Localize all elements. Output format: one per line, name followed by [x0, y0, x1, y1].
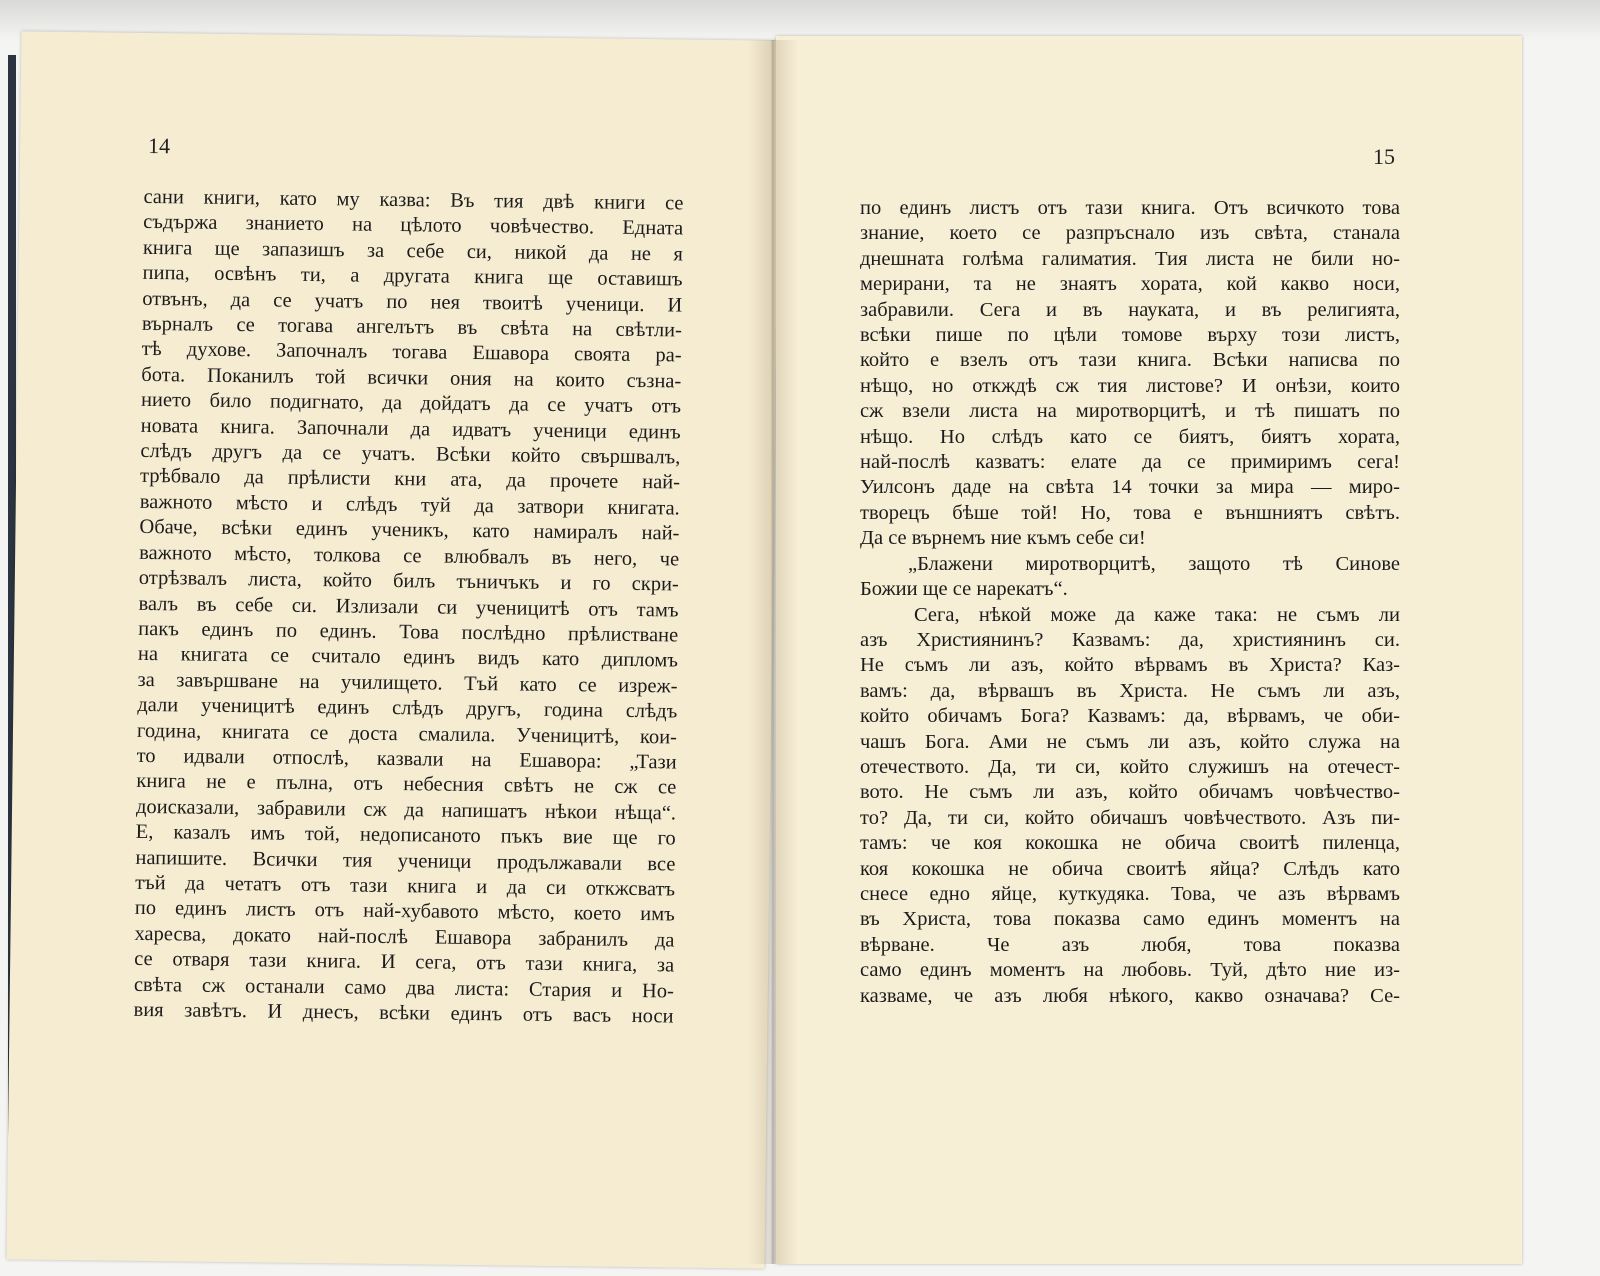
text-line: коя кокошка не обича своитѣ яйца? Слѣдъ като	[860, 857, 1400, 880]
quote-line: „Блажени миротворцитѣ, защото тѣ Синове	[908, 552, 1400, 575]
text-line: вия завѣтъ. И днесъ, всѣки единъ отъ васъ носи	[133, 998, 674, 1028]
text-line: валъ въ себе си. Излизали си ученицитѣ отъ тамъ	[138, 592, 679, 621]
text-line: то? Да, ти си, който обичашъ човѣчеството. Азъ пи-	[860, 806, 1400, 829]
text-line: вамъ: да, вѣрвашъ въ Христа. Не съмъ ли азъ,	[860, 679, 1400, 702]
text-line: който обичамъ Бога? Казвамъ: да, вѣрвамъ, че оби-	[860, 705, 1400, 728]
text-line: отвънъ, да се учатъ по нея твоитѣ ученици. И	[142, 287, 683, 317]
text-line: върналъ се тогава ангелътъ въ свѣта на свѣтли-	[141, 312, 683, 342]
text-line: само единъ моментъ на любовь. Туй, дѣто ние из-	[860, 959, 1400, 982]
text-line: дали ученицитѣ единъ слѣдъ другъ, година слѣдъ	[137, 694, 678, 723]
quote-line: Божии ще се нарекатъ“.	[860, 578, 1068, 601]
text-line: пакъ единъ по единъ. Това послѣдно прѣлистване	[138, 617, 679, 647]
text-line: най-послѣ казватъ: елате да се примиримъ сега!	[860, 451, 1400, 474]
text-line: година, книгата се доста смалила. Ученицитѣ, кои-	[136, 719, 678, 749]
text-line: отрѣзвалъ листа, който билъ тъничъкъ и го скри-	[138, 566, 679, 596]
text-line: книга ще запазишъ за себе си, никой да не я	[142, 236, 683, 266]
text-line: Да се върнемъ ние къмъ себе си!	[860, 527, 1146, 550]
text-line: който е взелъ отъ тази книга. Всѣки написва по	[860, 349, 1400, 372]
text-line: днешната голѣма галиматия. Тия листа не били но-	[860, 247, 1400, 270]
left-page	[7, 31, 780, 1268]
text-line: пипа, освѣнъ ти, а другата книга ще оставишъ	[142, 262, 683, 291]
text-line: доисказали, забравили сж да напишатъ нѣкои нѣща“.	[135, 795, 677, 825]
text-line: новата книга. Започнали да идватъ ученици единъ	[140, 414, 681, 444]
text-line: снесе едно яйце, куткудяка. Това, че азъ вѣрвамъ	[860, 882, 1400, 905]
text-line: Е, казалъ имъ той, недописаното пъкъ вие ще го	[135, 821, 676, 850]
text-line: тѣ духове. Започналъ тогава Ешавора своята ра-	[141, 338, 682, 367]
text-line: нѣщо. Но слѣдъ като се биятъ, биятъ хората,	[860, 425, 1400, 448]
text-line: Уилсонъ даде на свѣта 14 точки за мира — миро-	[860, 476, 1400, 499]
text-line: знание, което се разпръснало изъ свѣта, станала	[860, 222, 1400, 245]
text-line: напишите. Всички тия ученици продължавали все	[135, 846, 676, 876]
text-line: казваме, че азъ любя нѣкого, какво означава? Се-	[860, 984, 1400, 1007]
text-line: всѣки пише по цѣли томове върху този листъ,	[860, 324, 1400, 347]
text-line: бота. Поканилъ той всички ония на които съзна-	[141, 363, 682, 393]
page-number: 15	[1373, 144, 1395, 169]
text-line: тамъ: че коя кокошка не обича своитѣ пиленца,	[860, 832, 1400, 855]
text-line: азъ Християнинъ? Казвамъ: да, християнинъ си.	[860, 628, 1400, 651]
text-line: съдържа знанието на цѣлото човѣчество. Едната	[143, 211, 684, 240]
text-line: вѣрване. Че азъ любя, това показва	[860, 933, 1400, 956]
text-line: важното мѣсто и слѣдъ туй да затвори книгата.	[139, 490, 680, 520]
text-line: по единъ листъ отъ тази книга. Отъ всичкото това	[860, 197, 1400, 219]
text-line: тъй да четатъ отъ тази книга и да си откжсватъ	[135, 871, 676, 901]
page-number: 14	[147, 132, 171, 159]
text-line: важното мѣсто, толкова се влюбвалъ въ него, че	[139, 541, 680, 571]
text-line: за завършване на училището. Тъй като се изреж-	[137, 668, 678, 698]
text-line: на книгата се считало единъ видъ като дипломъ	[137, 643, 679, 672]
text-line: Не съмъ ли азъ, който вѣрвамъ въ Христа? Каз-	[860, 654, 1400, 677]
text-line: сж взели листа на миротворцитѣ, и тѣ пишатъ по	[860, 400, 1400, 423]
page-text	[133, 185, 683, 1030]
text-line: се отваря тази книга. И сега, отъ тази книга, за	[134, 948, 675, 977]
text-line: вото. Не съмъ ли азъ, който обичамъ човѣчество-	[860, 781, 1400, 804]
text-line: по единъ листъ отъ най-хубавото мѣсто, което имъ	[134, 897, 675, 926]
text-line: то идвали отпослѣ, казвали на Ешавора: „Тази	[136, 744, 677, 774]
text-line: харесва, докато най-послѣ Ешавора забранилъ да	[134, 922, 675, 952]
text-line: книга не е пълна, отъ небесния свѣтъ не сж се	[136, 770, 677, 799]
text-line: свѣта сж останали само два листа: Стария и Но-	[133, 973, 674, 1003]
text-line: слѣдъ другъ да се учатъ. Всѣки който свършвалъ,	[140, 439, 681, 469]
text-line: нѣщо, но откждѣ сж тия листове? И онѣзи, които	[860, 374, 1400, 397]
text-line: забравили. Сега и въ науката, и въ религията,	[860, 298, 1400, 321]
text-line: чашъ Бога. Ами не съмъ ли азъ, който служа на	[860, 730, 1400, 753]
text-line: трѣбвало да прѣлисти кни ата, да прочете най-	[139, 465, 681, 494]
text-line: Сега, нѣкой може да каже така: не съмъ ли	[914, 603, 1400, 626]
right-page	[776, 36, 1522, 1264]
text-line: сани книги, като му казва: Въ тия двѣ книги се	[143, 185, 684, 215]
text-line: въ Христа, това показва само единъ моментъ на	[860, 908, 1400, 931]
text-line: отечеството. Да, ти си, който служишъ на отечест-	[860, 755, 1400, 778]
page-text	[860, 196, 1400, 1009]
text-line: нието било подигнато, да дойдатъ да се учатъ отъ	[140, 389, 682, 418]
text-line: мерирани, та не знаятъ хората, кой какво носи,	[860, 273, 1400, 296]
text-line: Обаче, всѣки единъ ученикъ, като намиралъ най-	[139, 516, 680, 545]
text-line: творецъ бѣше той! Но, това е външниятъ свѣтъ.	[860, 501, 1400, 524]
